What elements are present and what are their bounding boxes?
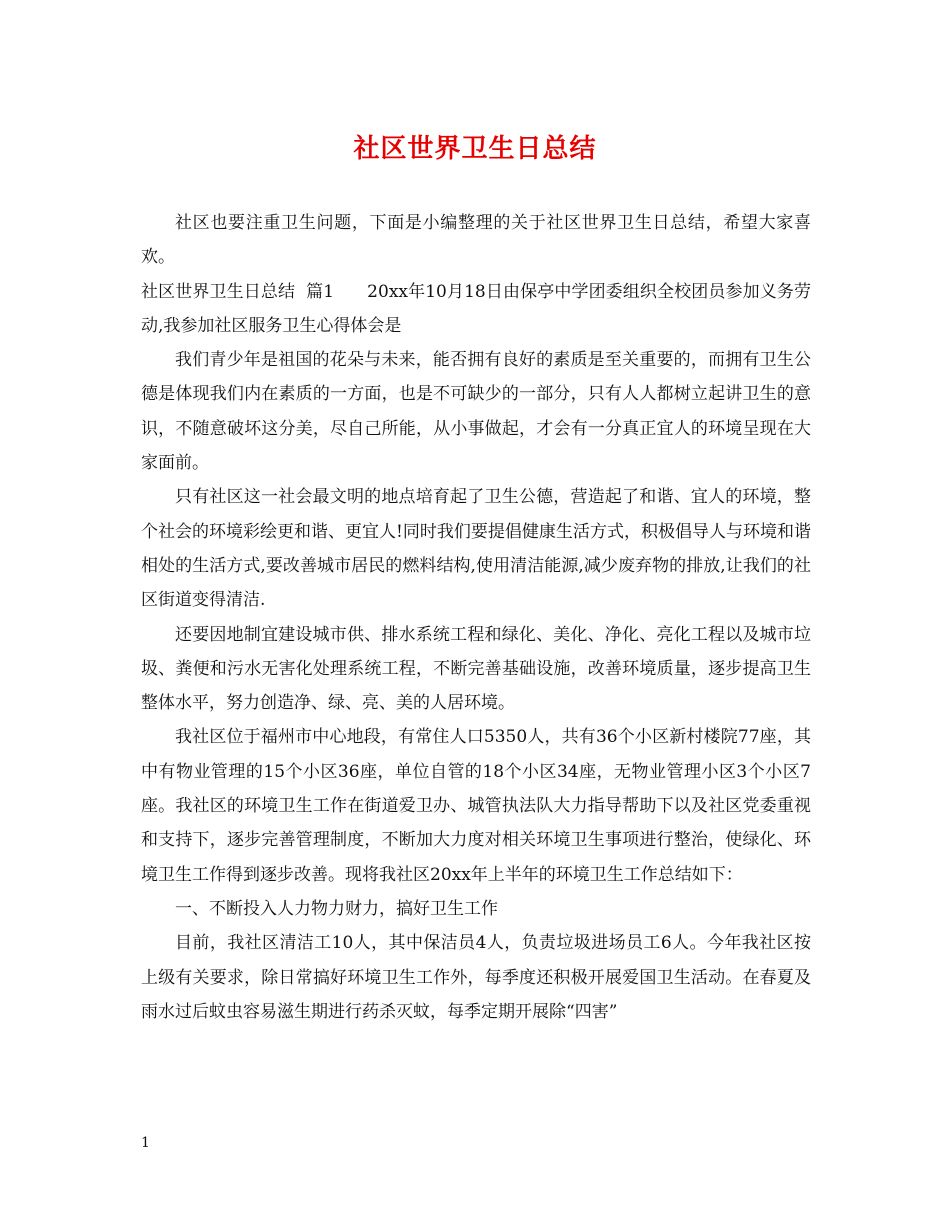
paragraph-section-heading: 社区世界卫生日总结 篇1 20xx年10月18日由保亭中学团委组织全校团员参加义务劳动,我参加社区服务卫生心得体会是 — [141, 281, 811, 336]
paragraph: 只有社区这一社会最文明的地点培育起了卫生公德，营造起了和谐、宜人的环境，整个社会的环境彩绘更和谐、更宜人!同时我们要提倡健康生活方式，积极倡导人与环境和谐相处的生活方式,要改善城市居民的燃料结构,使用清洁能源,减少废弃物的排放,让我们的社区街道变得清洁. — [141, 487, 811, 611]
page-title: 社区世界卫生日总结 — [353, 134, 597, 164]
paragraph: 目前，我社区清洁工10人，其中保洁员4人，负责垃圾进场员工6人。今年我社区按上级有关要求，除日常搞好环境卫生工作外，每季度还积极开展爱国卫生活动。在春夏及雨水过后蚊虫容易滋生期进行药杀灭蚊，每季定期开展除“四害” — [141, 933, 811, 1022]
paragraph: 我们青少年是祖国的花朵与未来，能否拥有良好的素质是至关重要的，而拥有卫生公德是体现我们内在素质的一方面，也是不可缺少的一部分，只有人人都树立起讲卫生的意识，不随意破坏这分美，尽自己所能，从小事做起，才会有一分真正宜人的环境呈现在大家面前。 — [141, 350, 811, 474]
document-body — [141, 206, 811, 1029]
page-number: 1 — [141, 1135, 150, 1151]
paragraph-intro: 社区也要注重卫生问题，下面是小编整理的关于社区世界卫生日总结，希望大家喜欢。 — [141, 213, 811, 268]
paragraph: 我社区位于福州市中心地段，有常住人口5350人，共有36个小区新村楼院77座，其中有物业管理的15个小区36座，单位自管的18个小区34座，无物业管理小区3个小区7座。我社区的环境卫生工作在街道爱卫办、城管执法队大力指导帮助下以及社区党委重视和支持下，逐步完善管理制度，不断加大力度对相关环境卫生事项进行整治，使绿化、环境卫生工作得到逐步改善。现将我社区20xx年上半年的环境卫生工作总结如下： — [141, 727, 811, 885]
paragraph-subheading: 一、不断投入人力物力财力，搞好卫生工作 — [175, 898, 498, 919]
paragraph: 还要因地制宜建设城市供、排水系统工程和绿化、美化、净化、亮化工程以及城市垃圾、粪便和污水无害化处理系统工程，不断完善基础设施，改善环境质量，逐步提高卫生整体水平，努力创造净、绿、亮、美的人居环境。 — [141, 624, 811, 714]
